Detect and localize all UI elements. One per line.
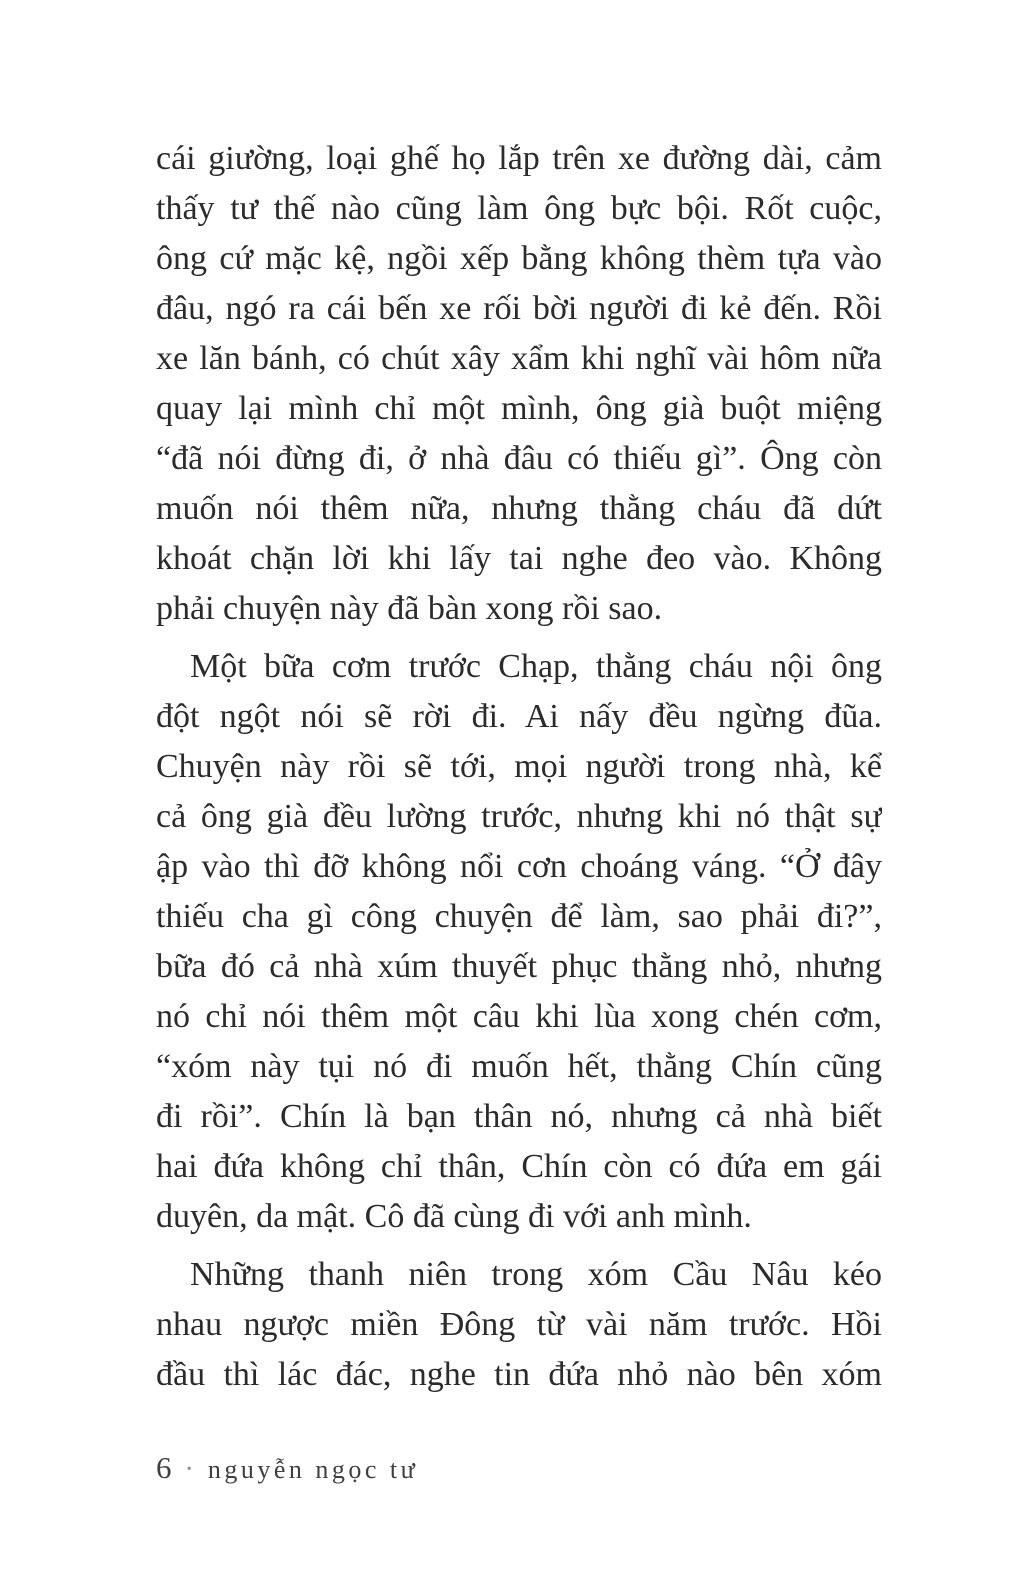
body-text-line: khoát chặn lời khi lấy tai nghe đeo vào. Không	[156, 540, 882, 577]
body-text-line: cả ông già đều lường trước, nhưng khi nó thật sự	[156, 798, 882, 835]
running-footer-author: nguyễn ngọc tư	[207, 1455, 419, 1484]
body-text-line: xe lăn bánh, có chút xây xẩm khi nghĩ vài hôm nữa	[156, 340, 882, 377]
body-text-line: thấy tư thế nào cũng làm ông bực bội. Rốt cuộc,	[156, 190, 882, 227]
body-text-line: hai đứa không chỉ thân, Chín còn có đứa em gái	[156, 1148, 882, 1185]
body-text-line: nhau ngược miền Đông từ vài năm trước. Hồi	[156, 1306, 882, 1343]
body-text-line: Những thanh niên trong xóm Cầu Nâu kéo	[190, 1256, 882, 1293]
body-text-line: quay lại mình chỉ một mình, ông già buột miệng	[156, 390, 882, 427]
body-text-line: đi rồi”. Chín là bạn thân nó, nhưng cả nhà biết	[156, 1098, 882, 1135]
body-text-line: ông cứ mặc kệ, ngồi xếp bằng không thèm tựa vào	[156, 240, 882, 277]
dot-separator-icon: ·	[184, 1454, 194, 1485]
body-text-block	[156, 134, 882, 1400]
body-text-line: “xóm này tụi nó đi muốn hết, thằng Chín cũng	[156, 1048, 882, 1085]
page-number: 6	[156, 1450, 172, 1485]
body-text-line: bữa đó cả nhà xúm thuyết phục thằng nhỏ, nhưng	[156, 948, 882, 985]
body-text-line: ập vào thì đỡ không nổi cơn choáng váng. “Ở đây	[156, 848, 882, 885]
page-footer	[156, 1450, 418, 1486]
body-text-line: Một bữa cơm trước Chạp, thằng cháu nội ông	[190, 648, 882, 685]
body-text-line: nó chỉ nói thêm một câu khi lùa xong chén cơm,	[156, 998, 882, 1035]
body-text-line: cái giường, loại ghế họ lắp trên xe đường dài, cảm	[156, 140, 882, 177]
body-text-line: “đã nói đừng đi, ở nhà đâu có thiếu gì”. Ông còn	[156, 440, 882, 477]
body-text-line: duyên, da mật. Cô đã cùng đi với anh mình.	[156, 1198, 752, 1235]
body-text-line: đột ngột nói sẽ rời đi. Ai nấy đều ngừng đũa.	[156, 698, 882, 735]
body-text-line: đâu, ngó ra cái bến xe rối bời người đi kẻ đến. Rồi	[156, 290, 882, 327]
body-text-line: phải chuyện này đã bàn xong rồi sao.	[156, 590, 663, 627]
body-text-line: đầu thì lác đác, nghe tin đứa nhỏ nào bên xóm	[156, 1356, 882, 1393]
body-text-line: muốn nói thêm nữa, nhưng thằng cháu đã dứt	[156, 490, 882, 527]
body-text-line: thiếu cha gì công chuyện để làm, sao phải đi?”,	[156, 898, 882, 935]
body-text-line: Chuyện này rồi sẽ tới, mọi người trong nhà, kể	[156, 748, 882, 785]
